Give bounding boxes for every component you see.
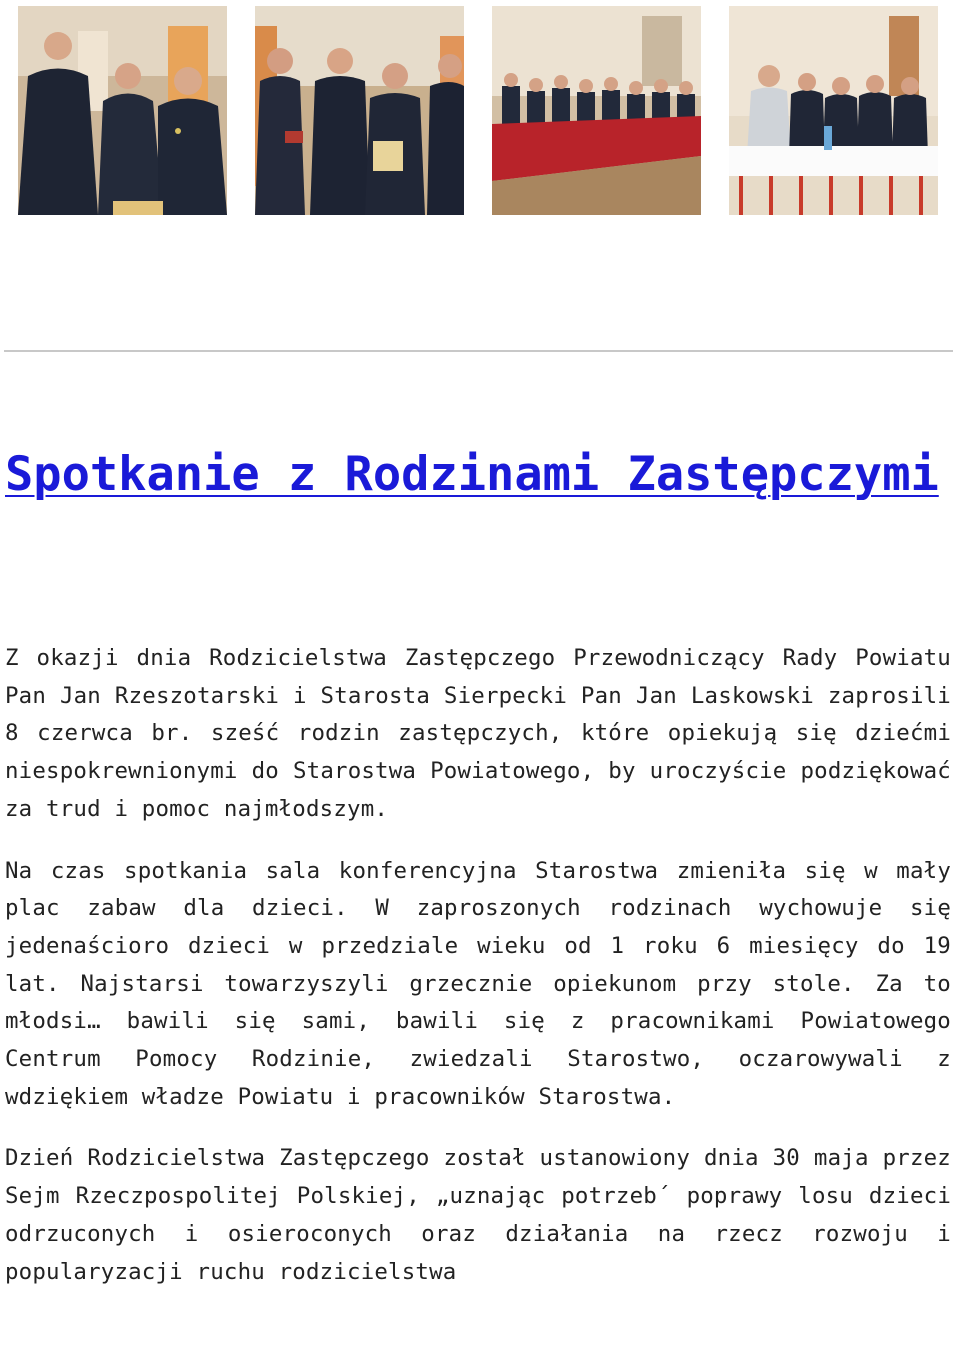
guests-standing-image: [729, 6, 938, 215]
article-title[interactable]: [5, 440, 951, 510]
conference-table-photo[interactable]: [492, 6, 701, 215]
medal-ceremony-photo[interactable]: [18, 6, 227, 215]
medal-ceremony-image: [18, 6, 227, 215]
award-recipients-photo[interactable]: [255, 6, 464, 215]
article-body: [5, 640, 951, 1315]
article-paragraph: Dzień Rodzicielstwa Zastępczego został ustanowiony dnia 30 maja przez Sejm Rzeczpospolitej Polskiej, „uznając potrzeb´ poprawy losu dzieci odrzuconych i osieroconych oraz działania na rzecz rozwoju i popularyzacji ruchu rodzicielstwa: [5, 1145, 951, 1285]
article-title-link[interactable]: Spotkanie z Rodzinami Zastępczymi: [5, 447, 939, 502]
conference-table-image: [492, 6, 701, 215]
content-divider: [4, 350, 953, 352]
photo-gallery: [0, 6, 960, 216]
award-recipients-image: [255, 6, 464, 215]
guests-standing-photo[interactable]: [729, 6, 938, 215]
article-paragraph: Na czas spotkania sala konferencyjna Starostwa zmieniła się w mały plac zabaw dla dzieci. W zaproszonych rodzinach wychowuje się jedenaścioro dzieci w przedziale wieku od 1 roku 6 miesięcy do 19 lat. Najstarsi towarzyszyli grzecznie opiekunom przy stole. Za to młodsi… bawili się sami, bawili się z pracownikami Powiatowego Centrum Pomocy Rodzinie, zwiedzali Starostwo, oczarowywali z wdziękiem władze Powiatu i pracowników Starostwa.: [5, 857, 951, 1110]
article-paragraph: Z okazji dnia Rodzicielstwa Zastępczego Przewodniczący Rady Powiatu Pan Jan Rzeszotarski i Starosta Sierpecki Pan Jan Laskowski zaprosili 8 czerwca br. sześć rodzin zastępczych, które opiekują się dziećmi niespokrewnionymi do Starostwa Powiatowego, by uroczyście podziękować za trud i pomoc najmłodszym.: [5, 645, 951, 822]
